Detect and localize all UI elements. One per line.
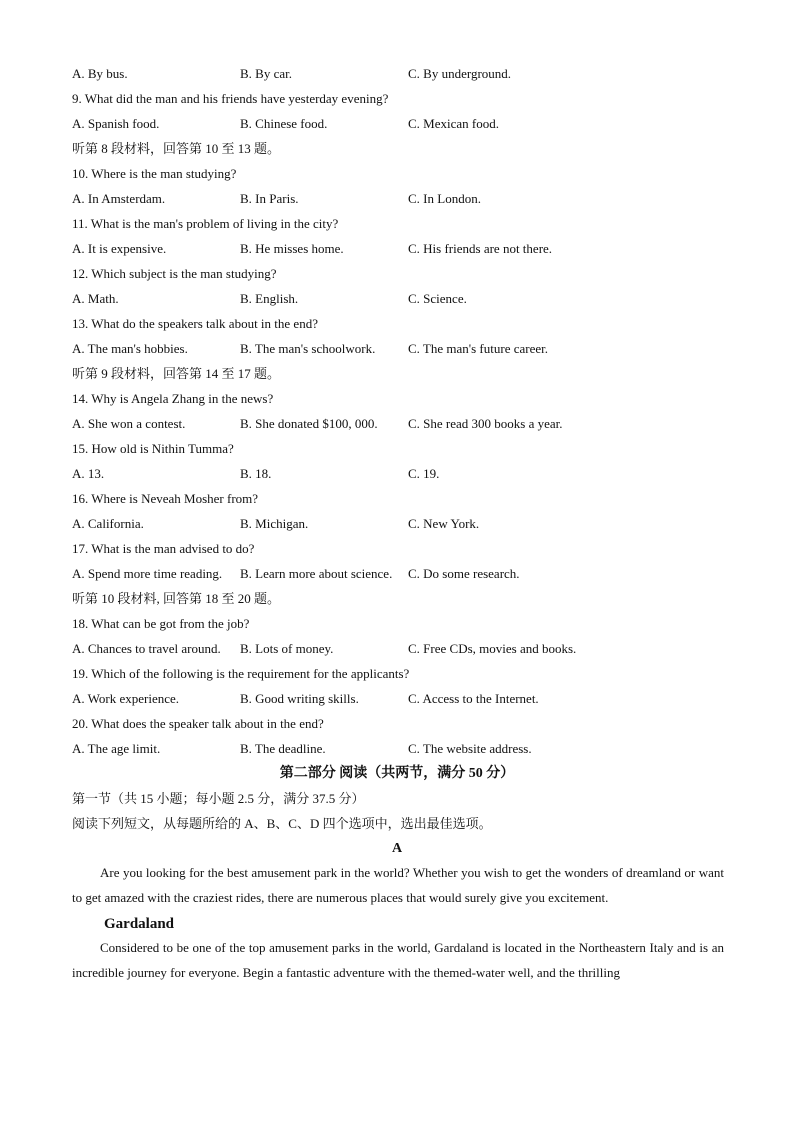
q10-option-c: C. In London.: [408, 191, 481, 206]
intro-paragraph: Are you looking for the best amusement park in the world? Whether you wish to get the wonders of dreamland or want to get amazed with the craziest rides, there are numerous places that would surely give you excitement.: [72, 865, 724, 905]
q17-question: 17. What is the man advised to do?: [72, 541, 255, 556]
q11-question: 11. What is the man's problem of living in the city?: [72, 216, 339, 231]
q11-option-b: B. He misses home.: [240, 241, 344, 256]
q16-option-b: B. Michigan.: [240, 516, 309, 531]
q8-option-a: A. By bus.: [72, 66, 128, 81]
q9-option-c: C. Mexican food.: [408, 116, 499, 131]
q16-option-c: C. New York.: [408, 516, 480, 531]
q19-option-a: A. Work experience.: [72, 691, 180, 706]
q11-option-c: C. His friends are not there.: [408, 241, 553, 256]
q16-question: 16. Where is Neveah Mosher from?: [72, 491, 259, 506]
q11-option-a: A. It is expensive.: [72, 241, 167, 256]
gardaland-paragraph: Considered to be one of the top amusement parks in the world, Gardaland is located in the Northeastern Italy and is an incredible journey for everyone. Begin a fantastic adventure with the themed-water well, and the thrilling: [72, 940, 724, 980]
q20-option-b: B. The deadline.: [240, 741, 326, 756]
q20-option-a: A. The age limit.: [72, 741, 161, 756]
q9-question: 9. What did the man and his friends have yesterday evening?: [72, 91, 389, 106]
q13-option-a: A. The man's hobbies.: [72, 341, 188, 356]
q10-option-a: A. In Amsterdam.: [72, 191, 166, 206]
q12-option-a: A. Math.: [72, 291, 119, 306]
q10-option-b: B. In Paris.: [240, 191, 299, 206]
q14-option-b: B. She donated $100, 000.: [240, 416, 378, 431]
q9-option-b: B. Chinese food.: [240, 116, 328, 131]
q19-option-c: C. Access to the Internet.: [408, 691, 539, 706]
q20-question: 20. What does the speaker talk about in the end?: [72, 716, 324, 731]
q18-question: 18. What can be got from the job?: [72, 616, 250, 631]
q13-option-c: C. The man's future career.: [408, 341, 548, 356]
q17-option-c: C. Do some research.: [408, 566, 520, 581]
q18-option-a: A. Chances to travel around.: [72, 641, 221, 656]
q9-option-a: A. Spanish food.: [72, 116, 160, 131]
q14-question: 14. Why is Angela Zhang in the news?: [72, 391, 274, 406]
q20-option-c: C. The website address.: [408, 741, 532, 756]
q12-question: 12. Which subject is the man studying?: [72, 266, 277, 281]
q8-option-c: C. By underground.: [408, 66, 512, 81]
q15-option-c: C. 19.: [408, 466, 440, 481]
q17-option-a: A. Spend more time reading.: [72, 566, 223, 581]
q10-question: 10. Where is the man studying?: [72, 166, 237, 181]
q15-option-b: B. 18.: [240, 466, 272, 481]
section1-instruction: 阅读下列短文，从每题所给的 A、B、C、D 四个选项中，选出最佳选项。: [72, 816, 492, 831]
gardaland-heading: Gardaland: [104, 916, 175, 932]
q14-option-a: A. She won a contest.: [72, 416, 186, 431]
section1-heading: 第一节（共 15 小题；每小题 2.5 分，满分 37.5 分）: [72, 791, 365, 806]
instruction-9: 听第 9 段材料，回答第 14 至 17 题。: [72, 366, 281, 381]
q13-option-b: B. The man's schoolwork.: [240, 341, 376, 356]
q19-option-b: B. Good writing skills.: [240, 691, 359, 706]
q12-option-b: B. English.: [240, 291, 299, 306]
q15-question: 15. How old is Nithin Tumma?: [72, 441, 234, 456]
q8-option-b: B. By car.: [240, 66, 292, 81]
q13-question: 13. What do the speakers talk about in the end?: [72, 316, 318, 331]
q18-option-c: C. Free CDs, movies and books.: [408, 641, 577, 656]
q17-option-b: B. Learn more about science.: [240, 566, 393, 581]
instruction-10: 听第 10 段材料, 回答第 18 至 20 题。: [72, 591, 281, 606]
part2-title: 第二部分 阅读（共两节，满分 50 分）: [279, 766, 515, 781]
q16-option-a: A. California.: [72, 516, 144, 531]
passage-label: A: [391, 841, 403, 856]
q18-option-b: B. Lots of money.: [240, 641, 334, 656]
q14-option-c: C. She read 300 books a year.: [408, 416, 563, 431]
instruction-8: 听第 8 段材料，回答第 10 至 13 题。: [72, 141, 281, 156]
q12-option-c: C. Science.: [408, 291, 467, 306]
q15-option-a: A. 13.: [72, 466, 105, 481]
q19-question: 19. Which of the following is the requirement for the applicants?: [72, 666, 410, 681]
